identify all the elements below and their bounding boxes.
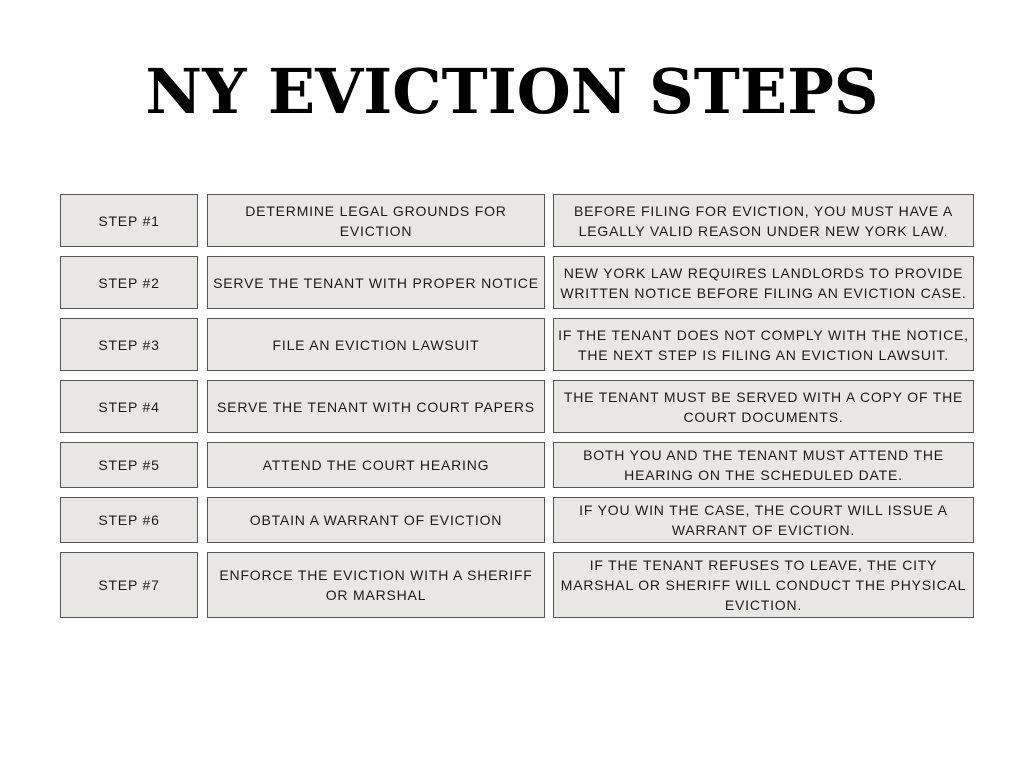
step-action-cell: ENFORCE THE EVICTION WITH A SHERIFF OR MARSHAL	[207, 552, 545, 618]
step-number-cell: STEP #7	[60, 552, 198, 618]
page-title: NY EVICTION STEPS	[145, 55, 879, 128]
step-action-cell: DETERMINE LEGAL GROUNDS FOR EVICTION	[207, 194, 545, 247]
step-number-cell: STEP #4	[60, 380, 198, 433]
step-number-cell: STEP #5	[60, 442, 198, 488]
step-number-cell: STEP #1	[60, 194, 198, 247]
step-description-cell: BOTH YOU AND THE TENANT MUST ATTEND THE HEARING ON THE SCHEDULED DATE.	[553, 442, 974, 488]
step-action-cell: OBTAIN A WARRANT OF EVICTION	[207, 497, 545, 543]
step-description-cell: IF YOU WIN THE CASE, THE COURT WILL ISSUE A WARRANT OF EVICTION.	[553, 497, 974, 543]
step-action-cell: FILE AN EVICTION LAWSUIT	[207, 318, 545, 371]
step-action-cell: ATTEND THE COURT HEARING	[207, 442, 545, 488]
step-number-cell: STEP #3	[60, 318, 198, 371]
step-description-cell: NEW YORK LAW REQUIRES LANDLORDS TO PROVIDE WRITTEN NOTICE BEFORE FILING AN EVICTION CASE.	[553, 256, 974, 309]
step-action-cell: SERVE THE TENANT WITH PROPER NOTICE	[207, 256, 545, 309]
step-description-cell: BEFORE FILING FOR EVICTION, YOU MUST HAVE A LEGALLY VALID REASON UNDER NEW YORK LAW.	[553, 194, 974, 247]
step-description-cell: IF THE TENANT REFUSES TO LEAVE, THE CITY MARSHAL OR SHERIFF WILL CONDUCT THE PHYSICAL EVICTION.	[553, 552, 974, 618]
step-number-cell: STEP #2	[60, 256, 198, 309]
step-description-cell: IF THE TENANT DOES NOT COMPLY WITH THE NOTICE, THE NEXT STEP IS FILING AN EVICTION LAWSUIT.	[553, 318, 974, 371]
step-action-cell: SERVE THE TENANT WITH COURT PAPERS	[207, 380, 545, 433]
step-number-cell: STEP #6	[60, 497, 198, 543]
step-description-cell: THE TENANT MUST BE SERVED WITH A COPY OF THE COURT DOCUMENTS.	[553, 380, 974, 433]
